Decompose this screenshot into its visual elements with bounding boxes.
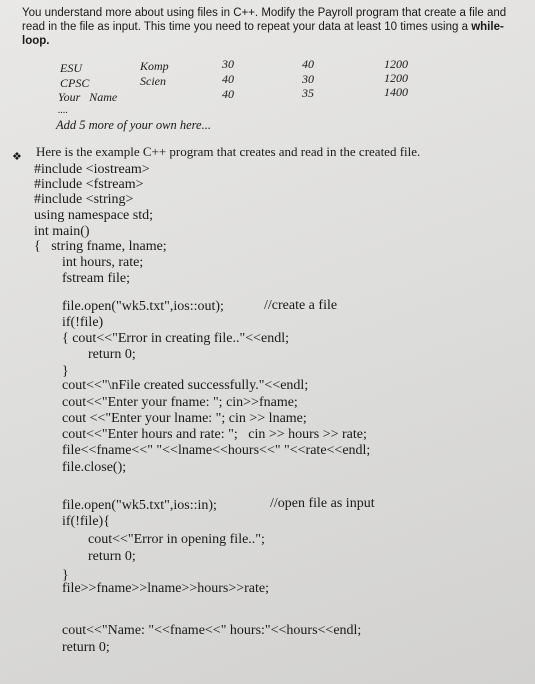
row-hours: 40 (222, 72, 234, 86)
row-name: CPSC (60, 76, 90, 90)
code-line: file.open("wk5.txt",ios::in); (62, 498, 217, 513)
code-line: #include <iostream> (34, 162, 150, 177)
code-line: file.close(); (62, 460, 127, 475)
row-rate: 40 (302, 57, 314, 71)
code-line: return 0; (88, 549, 136, 564)
code-line: int hours, rate; (62, 255, 144, 270)
row-hours: 30 (222, 57, 234, 71)
table-ellipsis: .... (58, 105, 68, 116)
code-line: cout<<"Name: "<<fname<<" hours:"<<hours<<endl; (62, 623, 362, 638)
code-line: if(!file){ (62, 514, 110, 529)
row-rate: 35 (302, 86, 314, 100)
instruction-line-1: You understand more about using files in C++. Modify the Payroll program that create a file and (22, 7, 507, 19)
code-line: fstream file; (62, 271, 131, 286)
row-name: ESU (60, 61, 82, 75)
row-dept: Scien (140, 74, 166, 88)
example-heading: Here is the example C++ program that creates and read in the created file. (36, 144, 421, 159)
code-line: return 0; (62, 640, 110, 655)
code-comment: //create a file (264, 298, 338, 313)
code-line: if(!file) (62, 315, 104, 330)
add-more-note: Add 5 more of your own here... (56, 118, 211, 132)
code-line: return 0; (88, 347, 136, 362)
code-line: cout<<"Error in opening file.."; (88, 532, 265, 547)
code-line: using namespace std; (34, 208, 153, 223)
code-line: cout<<"\nFile created successfully."<<endl; (62, 378, 309, 393)
code-line: #include <string> (34, 192, 134, 207)
row-rate: 30 (302, 72, 314, 86)
code-line: file<<fname<<" "<<lname<<hours<<" "<<rate<<endl; (62, 443, 371, 458)
code-line: cout<<"Enter hours and rate: "; cin >> hours >> rate; (62, 427, 367, 442)
code-comment: //open file as input (270, 496, 375, 511)
code-line: cout <<"Enter your lname: "; cin >> lname; (62, 411, 307, 426)
row-pay: 1400 (384, 85, 408, 99)
row-pay: 1200 (384, 57, 408, 71)
row-dept: Komp (140, 59, 169, 73)
code-line: #include <fstream> (34, 177, 144, 192)
instruction-bold-while: while- (471, 21, 504, 33)
code-line: } (62, 364, 69, 379)
row-hours: 40 (222, 87, 234, 101)
code-line: int main() (34, 224, 90, 239)
instruction-line-2-text: read in the file as input. This time you need to repeat your data at least 10 times using a (22, 21, 472, 33)
code-line: file>>fname>>lname>>hours>>rate; (62, 581, 269, 596)
example-bullet-icon: ❖ (12, 150, 22, 163)
row-pay: 1200 (384, 71, 408, 85)
code-line: cout<<"Enter your fname: "; cin>>fname; (62, 395, 298, 410)
code-line: } (62, 568, 69, 583)
code-line: { string fname, lname; (34, 239, 167, 254)
instruction-line-3: loop. (22, 35, 50, 47)
code-line: { cout<<"Error in creating file.."<<endl; (62, 331, 289, 346)
instruction-line-2 (22, 20, 504, 34)
row-name: Your Name (58, 90, 118, 104)
code-line: file.open("wk5.txt",ios::out); (62, 299, 224, 314)
